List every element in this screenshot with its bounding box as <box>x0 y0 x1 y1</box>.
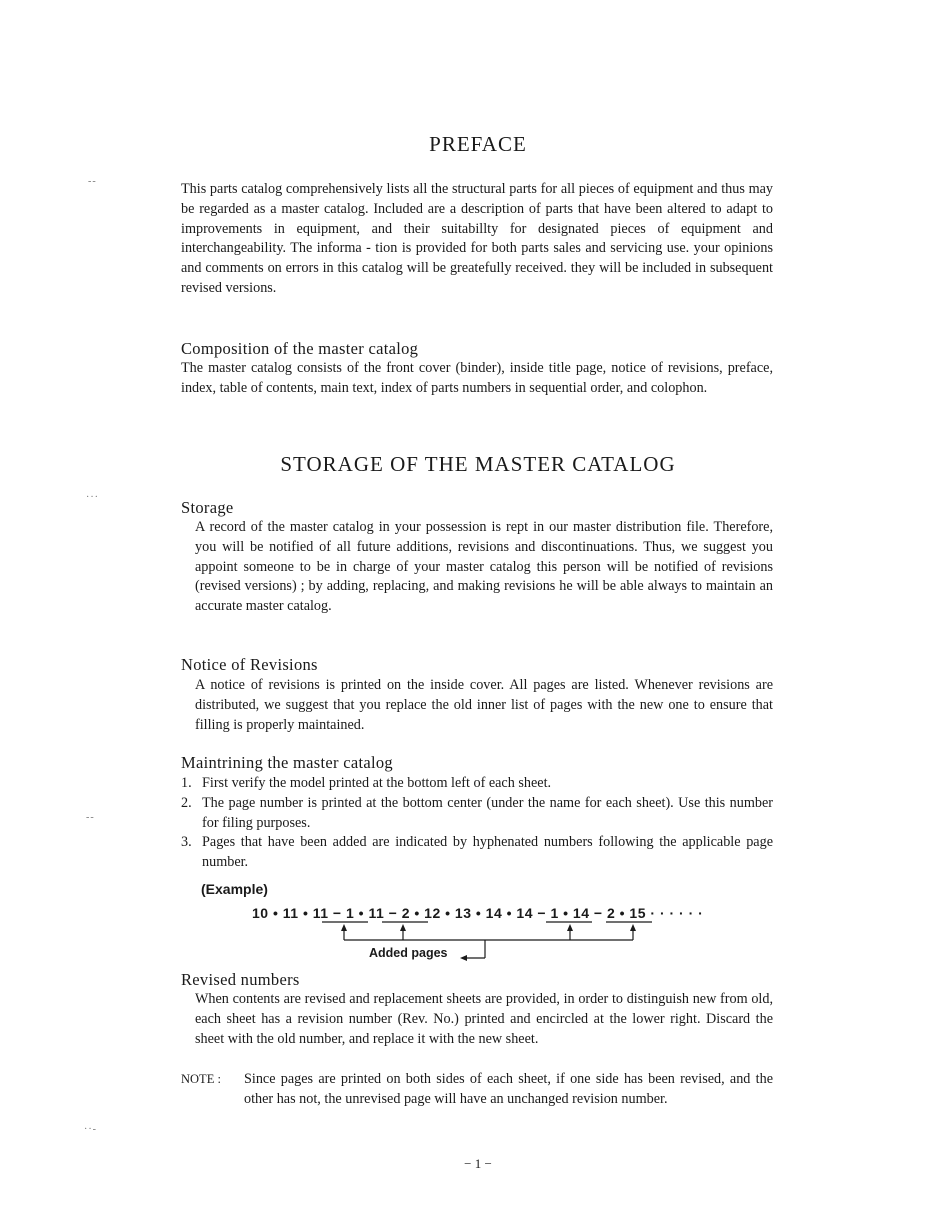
revised-body: When contents are revised and replacement sheets are provided, in order to distinguish new from old, each sheet has a revision number (Rev. No.) printed and encircled at the lower right. Discard the sheet with the old number, and replace it with the new sheet. <box>195 991 773 1047</box>
margin-mark: -- <box>88 176 97 187</box>
storage-section-title: STORAGE OF THE MASTER CATALOG <box>280 452 676 476</box>
storage-heading: Storage <box>181 498 234 517</box>
arrowhead-14-2 <box>630 924 636 931</box>
arrowhead-added-pages <box>460 955 467 961</box>
note-block <box>181 1070 773 1110</box>
example-sequence: 10 • 11 • 11 − 1 • 11 − 2 • 12 • 13 • 14 • 14 − 1 • 14 − 2 • 15 · · · · · · <box>252 905 704 921</box>
list-item-text: First verify the model printed at the bottom left of each sheet. <box>202 775 552 791</box>
composition-heading: Composition of the master catalog <box>181 339 419 358</box>
arrowhead-11-2 <box>400 924 406 931</box>
list-item-number: 3. <box>181 834 192 851</box>
preface-body: This parts catalog comprehensively lists all the structural parts for all pieces of equipment and thus may be regarded as a master catalog. Included are a description of parts that have been altered to adapt to improvements in equipment, and their suitabillty for designated pieces of equipment and interchangeability. The informa - tion is provided for both parts sales and servicing use. your opinions and comments on errors in this catalog will be greatefully received. they will be included in subsequent revised versions. <box>181 181 773 296</box>
list-item-number: 2. <box>181 794 192 811</box>
list-item-number: 1. <box>181 775 192 791</box>
margin-mark: ··· <box>86 492 99 503</box>
margin-mark: ··- <box>84 1124 97 1135</box>
arrowhead-14-1 <box>567 924 573 931</box>
page-number: − 1 − <box>464 1156 492 1171</box>
revised-heading: Revised numbers <box>181 970 300 989</box>
composition-body: The master catalog consists of the front cover (binder), inside title page, notice of revisions, preface, index, table of contents, main text, index of parts numbers in sequential order, and colophon. <box>181 360 773 396</box>
maintaining-heading: Maintrining the master catalog <box>181 753 393 772</box>
notice-heading: Notice of Revisions <box>181 655 318 674</box>
preface-title: PREFACE <box>429 132 527 156</box>
storage-body: A record of the master catalog in your possession is rept in our master distribution file. Therefore, you will be notified of all future additions, revisions and discontinuations. Thus, we suggest you appoint someone to be in charge of your master catalog this person will be notified of revisions (revised versions) ; by adding, replacing, and making revisions he will be able always to maintain an accurate master catalog. <box>195 519 773 615</box>
margin-mark: -- <box>86 812 95 823</box>
list-item-text: Pages that have been added are indicated by hyphenated numbers following the applicable page number. <box>202 834 773 871</box>
arrowhead-11-1 <box>341 924 347 931</box>
notice-body: A notice of revisions is printed on the inside cover. All pages are listed. Whenever revisions are distributed, we suggest that you replace the old inner list of pages with the new one to ensure that filling is properly maintained. <box>195 677 773 733</box>
note-text: Since pages are printed on both sides of each sheet, if one side has been revised, and the other has not, the unrevised page will have an unchanged revision number. <box>244 1071 773 1107</box>
added-pages-label: Added pages <box>369 946 448 960</box>
note-label: NOTE : <box>181 1072 221 1086</box>
list-item-text: The page number is printed at the bottom center (under the name for each sheet). Use this number for filing purposes. <box>202 794 773 831</box>
example-label: (Example) <box>201 881 268 897</box>
